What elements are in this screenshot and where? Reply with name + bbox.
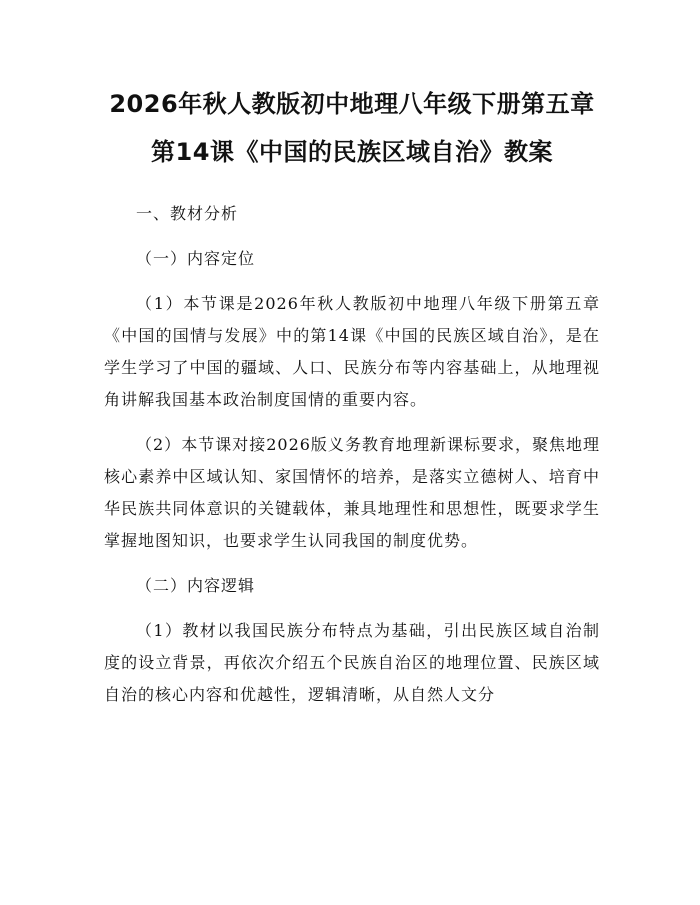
document-title-line-2: 第14课《中国的民族区域自治》教案 (151, 138, 553, 166)
subsection-heading-content-positioning: （一）内容定位 (136, 249, 256, 268)
document-title-line-1: 2026年秋人教版初中地理八年级下册第五章 (109, 90, 595, 118)
paragraph: （1）教材以我国民族分布特点为基础，引出民族区域自治制度的设立背景，再依次介绍五个民族自治区的地理位置、民族区域自治的核心内容和优越性，逻辑清晰，从自然人文分 (104, 621, 600, 704)
subsection-heading-content-logic: （二）内容逻辑 (136, 576, 256, 595)
section-heading-textbook-analysis: 一、教材分析 (136, 204, 239, 223)
paragraph: （1）本节课是2026年秋人教版初中地理八年级下册第五章《中国的国情与发展》中的第14课《中国的民族区域自治》，是在学生学习了中国的疆域、人口、民族分布等内容基础上，从地理视角讲解我国基本政治制度国情的重要内容。 (104, 294, 600, 409)
paragraph: （2）本节课对接2026版义务教育地理新课标要求，聚焦地理核心素养中区域认知、家国情怀的培养，是落实立德树人、培育中华民族共同体意识的关键载体，兼具地理性和思想性，既要求学生掌握地图知识，也要求学生认同我国的制度优势。 (104, 435, 600, 550)
